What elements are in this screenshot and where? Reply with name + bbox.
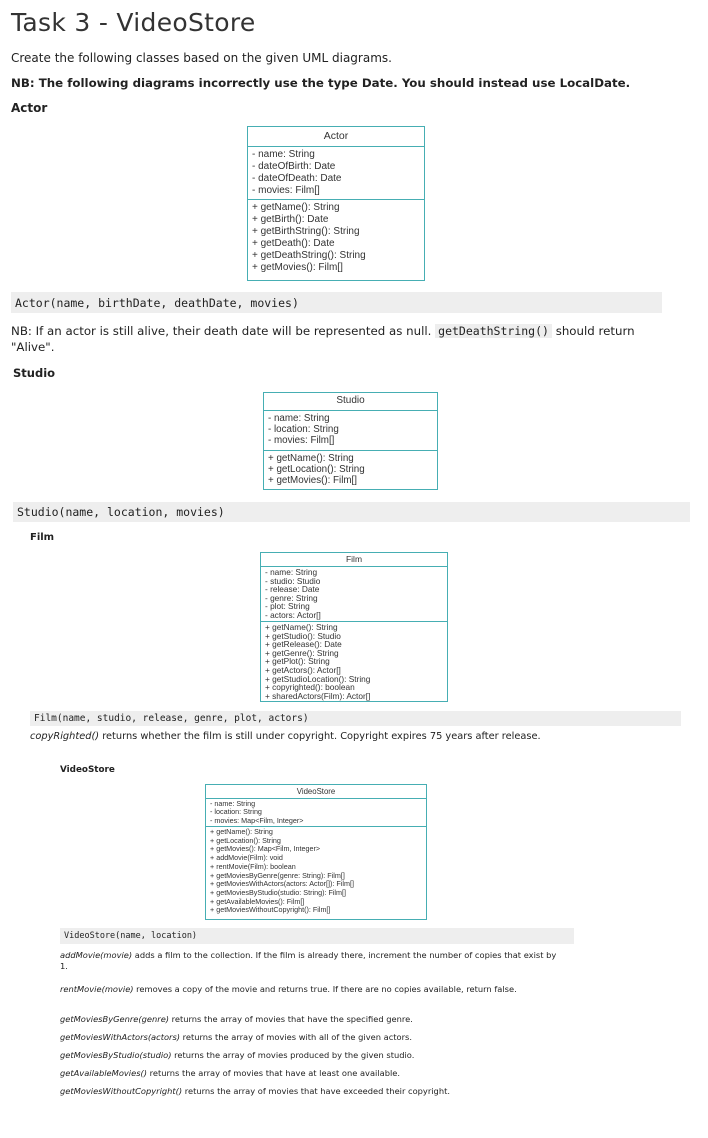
uml-field: - actors: Actor[] [265,609,321,620]
actor-note-text: NB: If an actor is still alive, their death date will be represented as null. [11,324,432,338]
uml-field: - movies: Film[] [268,435,335,446]
description-text: removes a copy of the movie and returns true. If there are no copies available, return false. [133,984,517,994]
description-method-name: getMoviesByStudio(studio) [60,1050,172,1060]
actor-uml-name: Actor [248,127,424,147]
description-method-name: getAvailableMovies() [60,1068,148,1078]
description-text: returns the array of movies produced by the given studio. [171,1050,415,1060]
film-heading: Film [30,532,55,543]
description-text: returns the array of movies that have at least one available. [147,1068,401,1078]
film-constructor: Film(name, studio, release, genre, plot, actors) [30,711,681,726]
page-title: Task 3 - VideoStore [11,8,256,37]
method-description [60,1050,565,1061]
actor-note-code: getDeathString() [435,324,552,338]
videostore-heading: VideoStore [60,765,115,775]
actor-note-end: should return "Alive". [11,324,635,354]
uml-field: - name: String [210,799,256,808]
uml-method: + rentMovie(Film): boolean [210,861,296,871]
description-method-name: getMoviesByGenre(genre) [60,1014,170,1024]
uml-method: + getLocation(): String [210,835,281,845]
uml-field: - name: String [268,413,330,424]
uml-method: + getLocation(): String [268,464,365,475]
method-description [60,1086,565,1097]
uml-method: + getStudioLocation(): String [265,673,371,684]
videostore-uml-fields [206,799,426,827]
studio-uml-name: Studio [264,393,437,411]
studio-uml-diagram [263,392,438,490]
uml-field: - location: String [268,424,339,435]
uml-method: + getMoviesByGenre(genre: String): Film[] [210,870,345,880]
uml-method: + getDeathString(): String [252,250,366,261]
actor-death-note [11,323,671,355]
uml-method: + getMoviesWithActors(actors: Actor[]): Film[] [210,879,354,889]
uml-field: - genre: String [265,592,318,603]
studio-uml-fields [264,411,437,451]
uml-method: + getDeath(): Date [252,238,335,249]
videostore-constructor: VideoStore(name, location) [60,928,574,944]
uml-method: + getName(): String [210,827,273,836]
uml-method: + getActors(): Actor[] [265,664,341,675]
uml-method: + copyrighted(): boolean [265,682,355,693]
uml-method: + getMovies(): Map<Film, Integer> [210,844,321,854]
studio-heading: Studio [13,366,56,380]
actor-constructor: Actor(name, birthDate, deathDate, movies) [11,292,662,313]
uml-method: + sharedActors(Film): Actor[] [265,690,371,701]
videostore-uml-diagram [205,784,427,920]
uml-method: + getMovies(): Film[] [268,475,358,486]
uml-method: + getStudio(): Studio [265,630,341,641]
uml-method: + getMoviesWithoutCopyright(): Film[] [210,905,331,915]
description-text: returns the array of movies that have the specified genre. [169,1014,413,1024]
description-text: returns the array of movies with all of the given actors. [180,1032,412,1042]
uml-field: - studio: Studio [265,575,321,586]
videostore-uml-name: VideoStore [206,785,426,799]
actor-uml-methods [248,200,424,276]
uml-field: - movies: Map<Film, Integer> [210,815,304,825]
actor-uml-fields [248,147,424,200]
actor-uml-diagram [247,126,425,281]
actor-heading: Actor [11,101,48,115]
uml-method: + addMovie(Film): void [210,853,283,863]
uml-method: + getMovies(): Film[] [252,262,343,273]
videostore-uml-methods [206,827,426,916]
film-uml-methods [261,622,447,701]
film-copyright-desc [30,732,650,742]
uml-method: + getBirthString(): String [252,226,360,237]
uml-field: - name: String [265,567,318,577]
film-desc-text: returns whether the film is still under copyright. Copyright expires 75 years after release. [102,731,541,742]
method-description [60,984,565,995]
uml-field: - dateOfDeath: Date [252,173,342,184]
uml-field: - movies: Film[] [252,185,320,196]
description-method-name: getMoviesWithoutCopyright() [60,1086,183,1096]
description-text: adds a film to the collection. If the film is already there, increment the number of copies that exist by 1. [60,950,557,971]
method-description [60,1068,565,1079]
uml-method: + getBirth(): Date [252,214,329,225]
uml-field: - dateOfBirth: Date [252,161,336,172]
uml-method: + getRelease(): Date [265,639,342,650]
uml-method: + getName(): String [268,453,354,464]
uml-method: + getName(): String [252,202,340,213]
film-uml-fields [261,567,447,622]
uml-method: + getAvailableMovies(): Film[] [210,896,305,906]
intro-text: Create the following classes based on the given UML diagrams. [11,51,392,65]
method-description [60,1014,565,1025]
uml-method: + getPlot(): String [265,656,330,667]
description-method-name: rentMovie(movie) [60,984,134,994]
method-description [60,950,565,972]
uml-field: - name: String [252,149,315,160]
description-method-name: getMoviesWithActors(actors) [60,1032,181,1042]
uml-field: - location: String [210,807,262,817]
description-text: returns the array of movies that have exceeded their copyright. [182,1086,450,1096]
uml-field: - plot: String [265,601,310,612]
film-desc-method: copyRighted() [30,731,100,742]
studio-uml-methods [264,451,437,488]
uml-method: + getName(): String [265,622,338,632]
studio-constructor: Studio(name, location, movies) [13,502,690,522]
uml-field: - release: Date [265,584,320,595]
film-uml-name: Film [261,553,447,567]
date-note: NB: The following diagrams incorrectly use the type Date. You should instead use LocalDate. [11,76,631,90]
film-uml-diagram [260,552,448,702]
description-method-name: addMovie(movie) [60,950,133,960]
uml-method: + getGenre(): String [265,647,339,658]
uml-method: + getMoviesByStudio(studio: String): Film[] [210,887,347,897]
method-description [60,1032,565,1043]
